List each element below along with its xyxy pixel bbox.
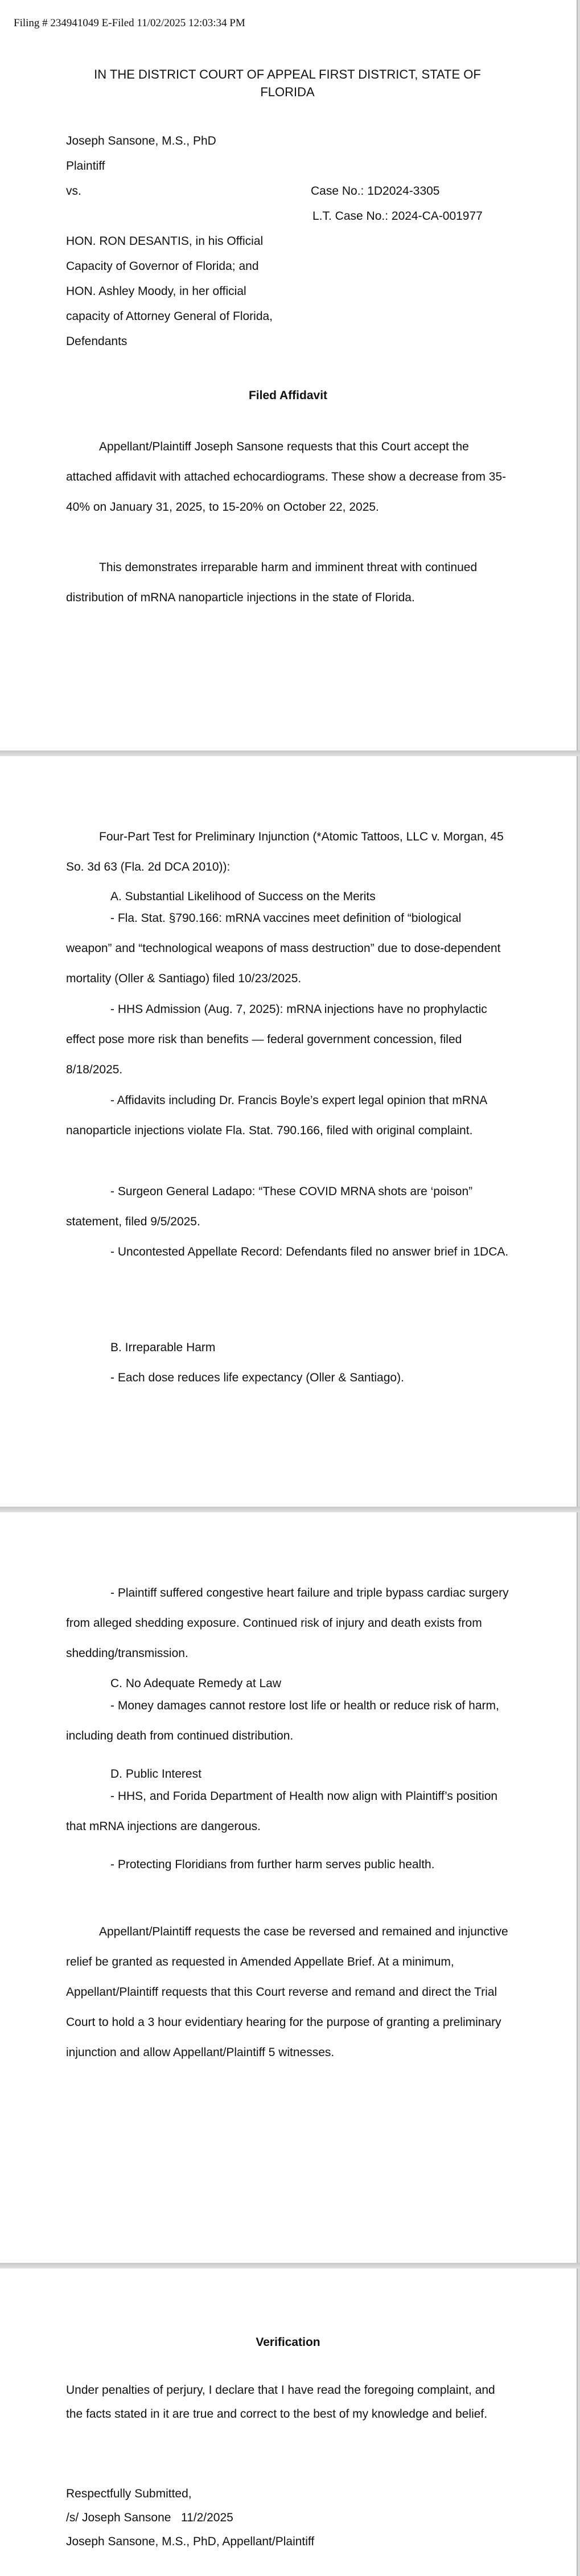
section-d-point: - HHS, and Forida Department of Health now align with Plaintiff’s position that mRNA injections are dangerous. [66, 1790, 498, 1833]
document-page-4 [0, 2269, 578, 2576]
plaintiff-role: Plaintiff [66, 159, 105, 173]
court-caption: IN THE DISTRICT COURT OF APPEAL FIRST DISTRICT, STATE OF FLORIDA [94, 67, 481, 99]
defendant-line: HON. Ashley Moody, in her official [66, 285, 246, 298]
defendant-line: Defendants [66, 335, 127, 348]
lower-tribunal-case-number: L.T. Case No.: 2024-CA-001977 [312, 210, 483, 223]
section-b-heading: B. Irreparable Harm [110, 1341, 216, 1354]
section-a-point: - HHS Admission (Aug. 7, 2025): mRNA injections have no prophylactic effect pose more risk than benefits — federal government concession, filed 8/18/2025. [66, 1003, 487, 1076]
verification-text: Under penalties of perjury, I declare that I have read the foregoing complaint, and the facts stated in it are true and correct to the best of my knowledge and belief. [66, 2384, 495, 2421]
verification-heading: Verification [256, 2336, 320, 2349]
page-separator [0, 1507, 580, 1512]
document-page-2 [0, 756, 578, 1507]
section-a-point: - Affidavits including Dr. Francis Boyle’s expert legal opinion that mRNA nanoparticle injections violate Fla. Stat. 790.166, filed with original complaint. [66, 1094, 487, 1137]
signer-name: Joseph Sansone, M.S., PhD, Appellant/Plaintiff [66, 2535, 315, 2548]
request-paragraph: Appellant/Plaintiff requests the case be reversed and remained and injunctive relief be granted as requested in Amended Appellate Brief. At a minimum, Appellant/Plaintiff requests that this Court reverse and remand and direct the Trial Court to hold a 3 hour evidentiary hearing for the purpose of granting a preliminary injunction and allow Appellant/Plaintiff 5 witnesses. [66, 1925, 508, 2059]
document-title: Filed Affidavit [248, 389, 328, 402]
document-page-3 [0, 1512, 578, 2263]
section-b-point: - Plaintiff suffered congestive heart failure and triple bypass cardiac surgery from alleged shedding exposure. Continued risk of injury and death exists from shedding/transmission. [66, 1586, 509, 1660]
intro-paragraph: Appellant/Plaintiff Joseph Sansone requests that this Court accept the attached affidavit with attached echocardiograms. These show a decrease from 35-40% on January 31, 2025, to 15-20% on October 22, 2025. [66, 440, 507, 514]
section-c-point: - Money damages cannot restore lost life or health or reduce risk of harm, including death from continued distribution. [66, 1699, 499, 1742]
section-a-point: - Surgeon General Ladapo: “These COVID MRNA shots are ‘poison” statement, filed 9/5/2025. [66, 1185, 473, 1228]
section-a-point: - Uncontested Appellate Record: Defendants filed no answer brief in 1DCA. [110, 1245, 509, 1258]
plaintiff-name: Joseph Sansone, M.S., PhD [66, 134, 216, 147]
document-page-1 [0, 0, 578, 750]
defendant-line: HON. RON DESANTIS, in his Official [66, 235, 264, 248]
filing-stamp: Filing # 234941049 E-Filed 11/02/2025 12:03:34 PM [14, 17, 245, 29]
section-c-heading: C. No Adequate Remedy at Law [110, 1677, 282, 1690]
section-d-heading: D. Public Interest [110, 1767, 201, 1781]
section-d-point: - Protecting Floridians from further harm serves public health. [110, 1858, 435, 1871]
test-intro-paragraph: Four-Part Test for Preliminary Injunction (*Atomic Tattoos, LLC v. Morgan, 45 So. 3d 63 (Fla. 2d DCA 2010)): [66, 830, 504, 873]
closing-line: Respectfully Submitted, [66, 2487, 192, 2500]
section-b-point: - Each dose reduces life expectancy (Oller & Santiago). [110, 1371, 404, 1384]
versus-label: vs. [66, 184, 81, 198]
page-separator [0, 2263, 580, 2269]
section-a-point: - Fla. Stat. §790.166: mRNA vaccines meet definition of “biological weapon” and “technological weapons of mass destruction” due to dose-dependent mortality (Oller & Santiago) filed 10/23/2025. [66, 912, 501, 985]
case-number: Case No.: 1D2024-3305 [311, 184, 440, 198]
defendant-line: capacity of Attorney General of Florida, [66, 310, 273, 323]
page-separator [0, 750, 580, 756]
intro-paragraph: This demonstrates irreparable harm and imminent threat with continued distribution of mRNA nanoparticle injections in the state of Florida. [66, 561, 478, 604]
signature-line: /s/ Joseph Sansone 11/2/2025 [66, 2511, 233, 2524]
section-a-heading: A. Substantial Likelihood of Success on the Merits [110, 890, 376, 903]
defendant-line: Capacity of Governor of Florida; and [66, 260, 259, 273]
